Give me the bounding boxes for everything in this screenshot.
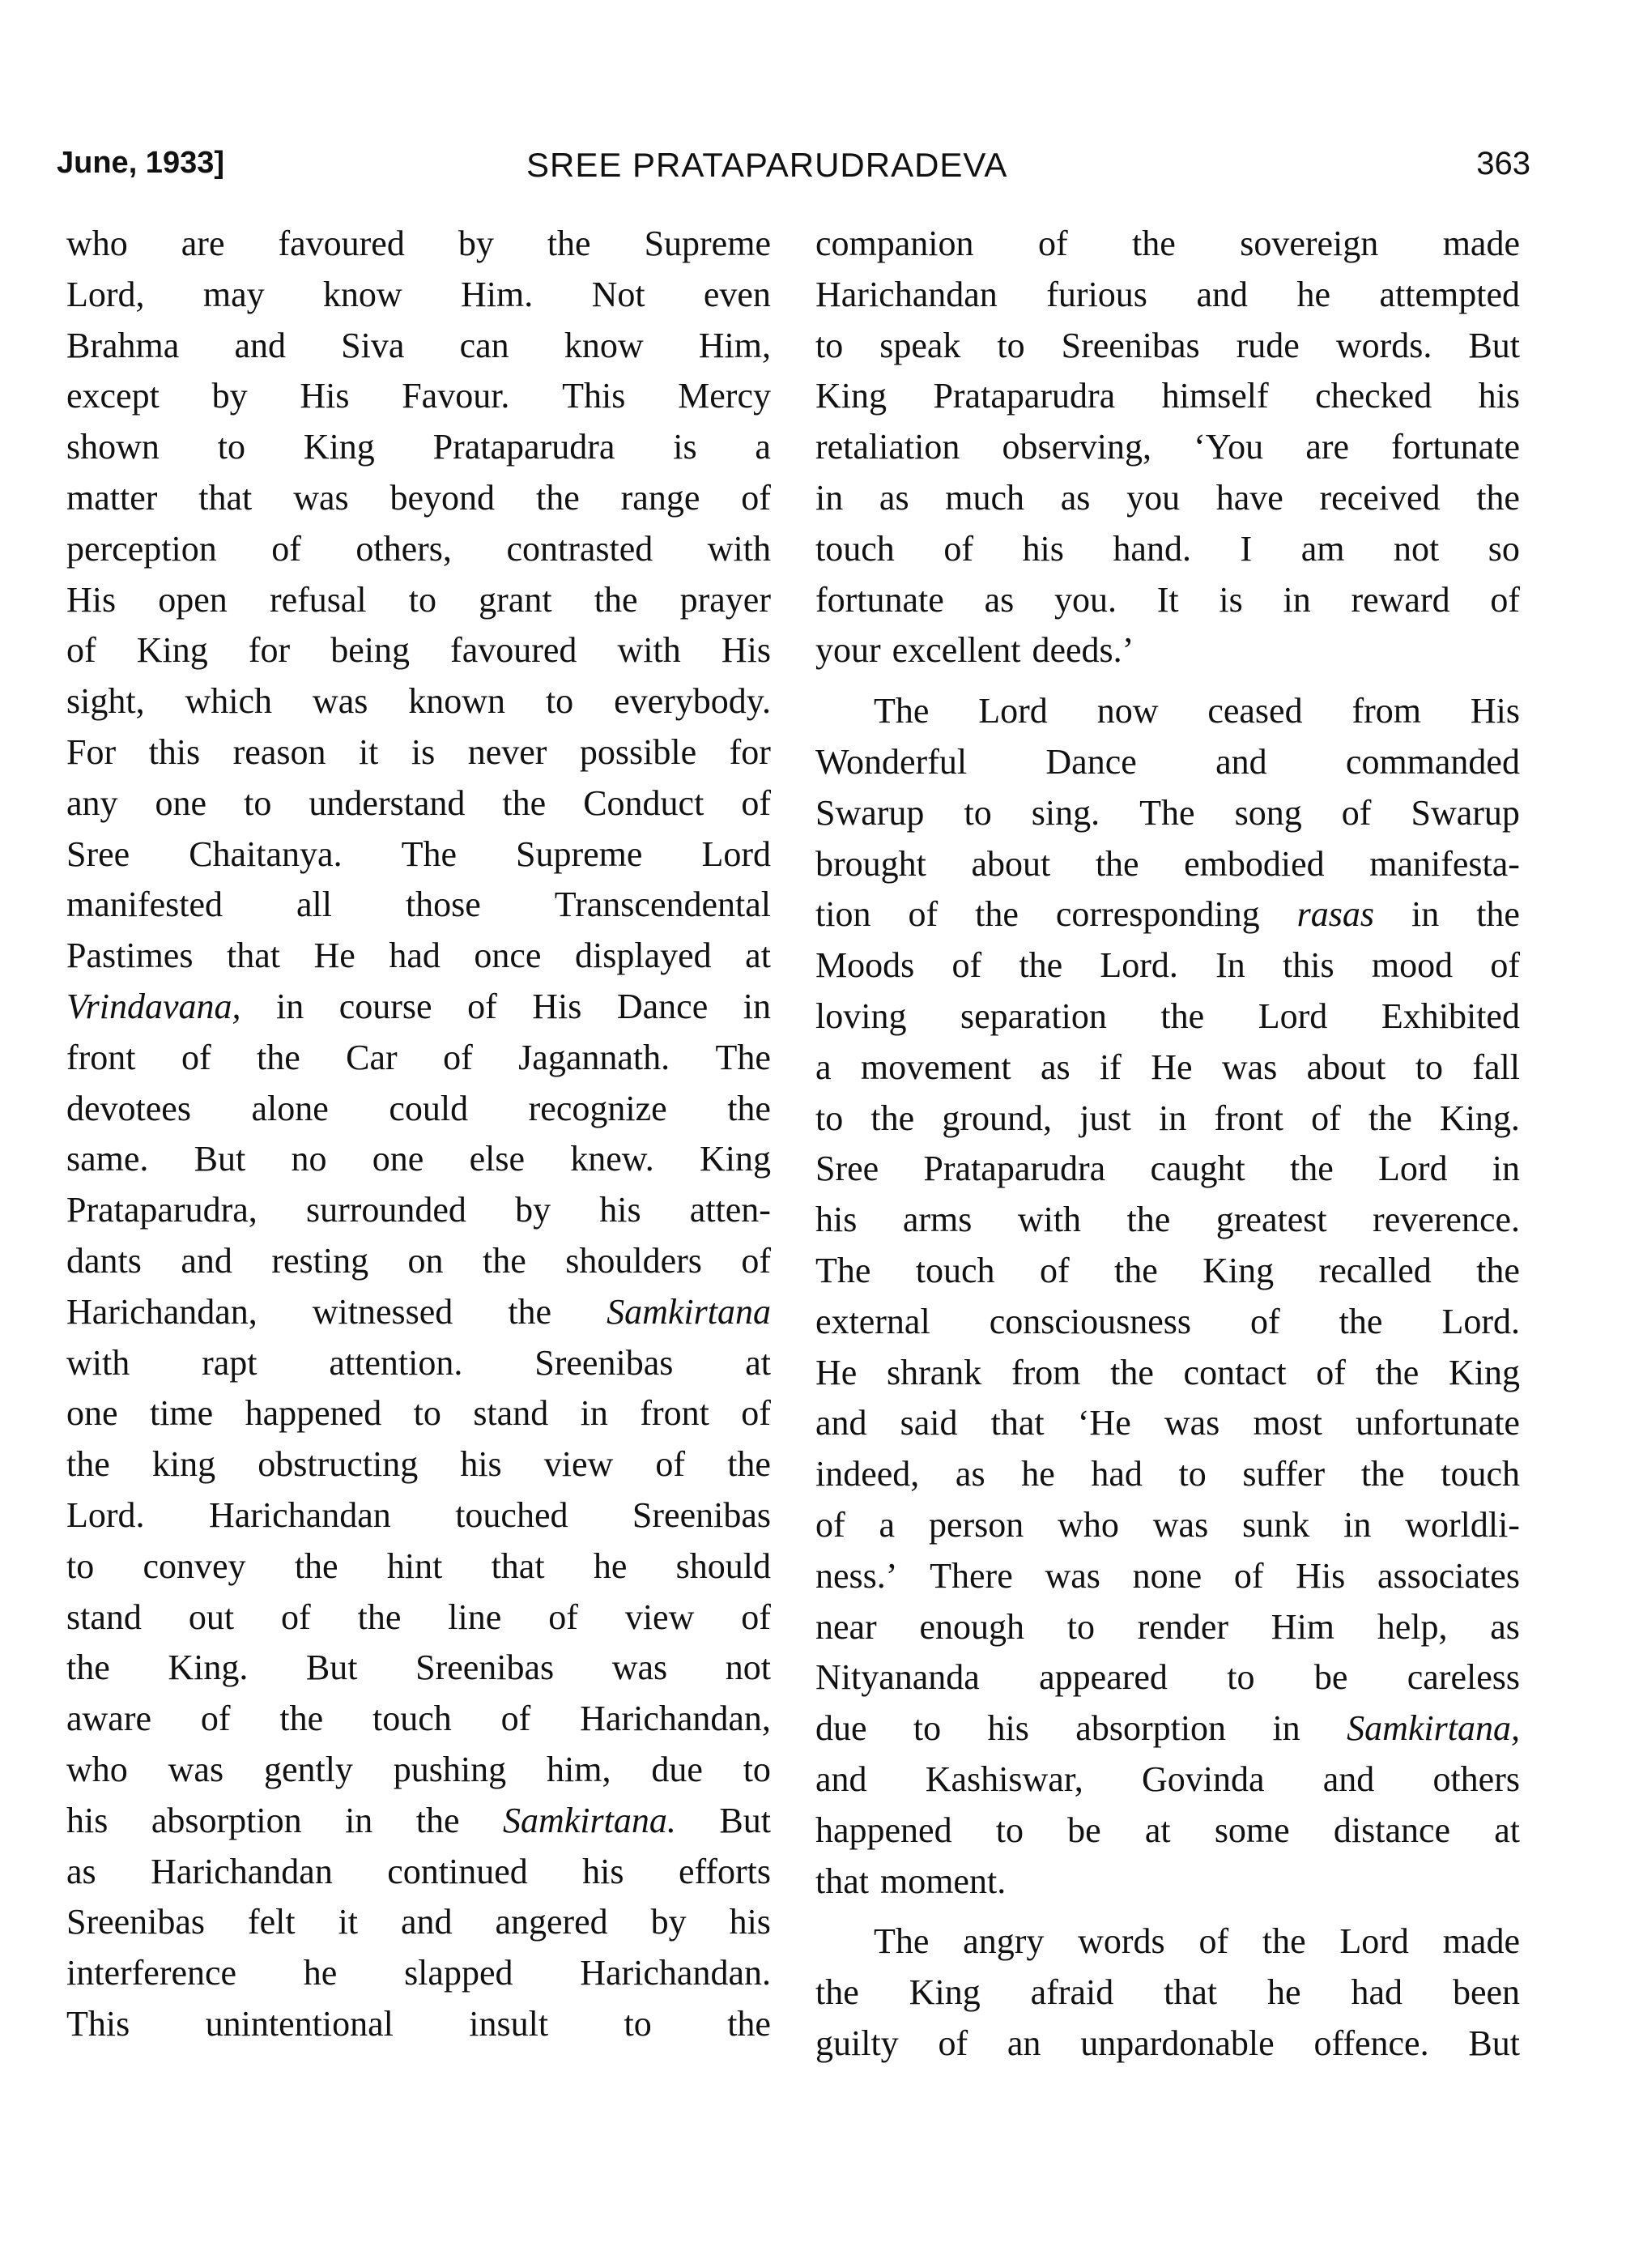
text-line: matter that was beyond the range of (66, 477, 771, 518)
text-line: to convey the hint that he should (66, 1545, 771, 1586)
paragraph-2 (815, 686, 1520, 1907)
text-line: with rapt attention. Sreenibas at (66, 1342, 771, 1383)
text-line: to the ground, just in front of the King. (815, 1098, 1520, 1138)
text-line: due to his absorption in Samkirtana, (815, 1708, 1520, 1749)
issue-date: June, 1933] (57, 146, 224, 180)
text-line: tion of the corresponding rasas in the (815, 894, 1520, 935)
text-line: Lord, may know Him. Not even (66, 274, 771, 314)
text-line: that moment. (815, 1861, 1007, 1901)
text-line: near enough to render Him help, as (815, 1606, 1520, 1647)
text-line: The Lord now ceased from His (874, 691, 1520, 731)
text-line: a movement as if He was about to fall (815, 1047, 1520, 1087)
text-line: indeed, as he had to suffer the touch (815, 1454, 1520, 1494)
text-line: The touch of the King recalled the (815, 1250, 1520, 1290)
text-line: who are favoured by the Supreme (66, 224, 771, 263)
text-line: one time happened to stand in front of (66, 1393, 771, 1434)
text-line: Vrindavana, in course of His Dance in (66, 986, 771, 1026)
text-line: His open refusal to grant the prayer (66, 579, 771, 620)
text-line: companion of the sovereign made (815, 224, 1520, 263)
left-column (66, 219, 771, 2050)
text-line: Brahma and Siva can know Him, (66, 325, 771, 365)
text-line: and said that ‘He was most unfortunate (815, 1403, 1520, 1443)
text-line: the King afraid that he had been (815, 1972, 1520, 2013)
text-line: guilty of an unpardonable offence. But (815, 2023, 1520, 2063)
paragraph-3 (815, 1916, 1520, 2069)
text-line: except by His Favour. This Mercy (66, 376, 771, 416)
text-line: retaliation observing, ‘You are fortunate (815, 427, 1520, 467)
text-line: Wonderful Dance and commanded (815, 741, 1520, 782)
text-line: Pastimes that He had once displayed at (66, 936, 771, 976)
text-line: sight, which was known to everybody. (66, 681, 771, 722)
text-line: manifested all those Transcendental (66, 885, 771, 925)
text-line: interference he slapped Harichandan. (66, 1953, 771, 1993)
text-line: Sree Chaitanya. The Supreme Lord (66, 833, 771, 874)
text-line: For this reason it is never possible for (66, 731, 771, 772)
text-line: Swarup to sing. The song of Swarup (815, 792, 1520, 833)
text-line: aware of the touch of Harichandan, (66, 1699, 771, 1739)
text-line: who was gently pushing him, due to (66, 1749, 771, 1789)
text-line: any one to understand the Conduct of (66, 782, 771, 823)
text-line: in as much as you have received the (815, 477, 1520, 518)
text-line: to speak to Sreenibas rude words. But (815, 325, 1520, 365)
text-line: his absorption in the Samkirtana. But (66, 1800, 771, 1840)
text-line: as Harichandan continued his efforts (66, 1851, 771, 1891)
text-line: shown to King Prataparudra is a (66, 427, 771, 467)
text-line: front of the Car of Jagannath. The (66, 1037, 771, 1077)
text-line: the King. But Sreenibas was not (66, 1648, 771, 1688)
text-line: fortunate as you. It is in reward of (815, 579, 1520, 620)
text-line: the king obstructing his view of the (66, 1444, 771, 1485)
text-line: your excellent deeds.’ (815, 630, 1134, 671)
text-line: perception of others, contrasted with (66, 528, 771, 569)
text-line: King Prataparudra himself checked his (815, 376, 1520, 416)
right-column (815, 219, 1520, 2070)
text-line: and Kashiswar, Govinda and others (815, 1759, 1520, 1799)
text-line: brought about the embodied manifesta- (815, 843, 1520, 884)
text-line: Nityananda appeared to be careless (815, 1657, 1520, 1698)
running-header (57, 146, 1530, 194)
page-number: 363 (1476, 146, 1530, 181)
text-line: Sreenibas felt it and angered by his (66, 1902, 771, 1942)
text-line: Sree Prataparudra caught the Lord in (815, 1149, 1520, 1189)
text-line: dants and resting on the shoulders of (66, 1240, 771, 1281)
text-line: Moods of the Lord. In this mood of (815, 945, 1520, 986)
text-line: Prataparudra, surrounded by his atten- (66, 1190, 771, 1230)
text-line: This unintentional insult to the (66, 2003, 771, 2044)
text-line: stand out of the line of view of (66, 1597, 771, 1637)
text-line: loving separation the Lord Exhibited (815, 995, 1520, 1036)
text-line: Harichandan furious and he attempted (815, 274, 1520, 314)
running-title: SREE PRATAPARUDRADEVA (526, 146, 1008, 184)
text-line: external consciousness of the Lord. (815, 1301, 1520, 1341)
text-line: He shrank from the contact of the King (815, 1352, 1520, 1392)
text-line: of a person who was sunk in worldli- (815, 1504, 1520, 1545)
text-line: of King for being favoured with His (66, 630, 771, 671)
text-line: touch of his hand. I am not so (815, 528, 1520, 569)
text-line: Harichandan, witnessed the Samkirtana (66, 1291, 771, 1332)
text-line: same. But no one else knew. King (66, 1139, 771, 1179)
text-line: happened to be at some distance at (815, 1810, 1520, 1850)
text-line: ness.’ There was none of His associates (815, 1555, 1520, 1596)
paragraph-1 (815, 219, 1520, 676)
text-line: his arms with the greatest reverence. (815, 1200, 1520, 1240)
text-line: Lord. Harichandan touched Sreenibas (66, 1494, 771, 1535)
text-line: devotees alone could recognize the (66, 1088, 771, 1128)
text-line: The angry words of the Lord made (874, 1921, 1520, 1962)
